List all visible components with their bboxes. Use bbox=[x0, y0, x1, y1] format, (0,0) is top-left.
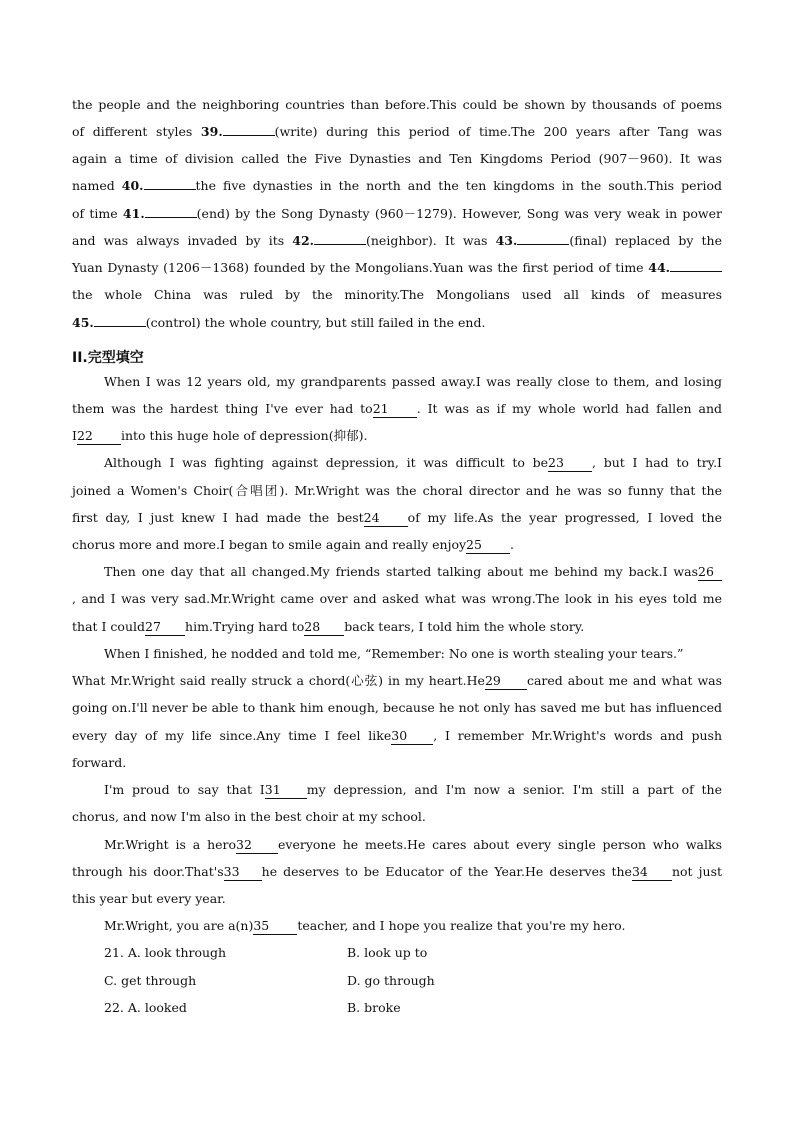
passage-line: chorus more and more.I began to smile again and really enjoy25 . bbox=[72, 537, 515, 552]
question-number: 42. bbox=[292, 233, 314, 248]
passage-line: every day of my life since.Any time I feel like30 , I remember Mr.Wright's words and push bbox=[72, 728, 722, 743]
option-21-a[interactable]: 21. A. look through bbox=[104, 945, 227, 960]
answer-blank[interactable]: 25 bbox=[466, 537, 510, 554]
answer-blank[interactable]: 35 bbox=[253, 918, 297, 935]
answer-blank[interactable] bbox=[670, 271, 722, 272]
passage-line: 45. (control) the whole country, but still failed in the end. bbox=[72, 315, 486, 330]
passage-line: first day, I just knew I had made the best24 of my life.As the year progressed, I loved the bbox=[72, 510, 722, 525]
answer-blank[interactable] bbox=[314, 244, 366, 245]
passage-line: through his door.That's33 he deserves to be Educator of the Year.He deserves the34 not just bbox=[72, 864, 723, 879]
passage-line: joined a Women's Choir(合唱团). Mr.Wright was the choral director and he was so funny that the bbox=[72, 483, 722, 498]
passage-line: chorus, and now I'm also in the best choir at my school. bbox=[72, 809, 426, 824]
passage-line: them was the hardest thing I've ever had to21 . It was as if my whole world had fallen and bbox=[72, 401, 722, 416]
question-number: 40. bbox=[121, 178, 144, 193]
answer-blank[interactable] bbox=[223, 135, 275, 136]
passage-line: and was always invaded by its 42. (neighbor). It was 43. (final) replaced by the bbox=[72, 233, 722, 248]
passage-line: Although I was fighting against depression, it was difficult to be23 , but I had to try.I bbox=[104, 455, 722, 470]
passage-line: again a time of division called the Five Dynasties and Ten Kingdoms Period (907－960). It was bbox=[72, 151, 722, 166]
passage-line: Then one day that all changed.My friends started talking about me behind my back.I was26 bbox=[104, 564, 722, 581]
passage-line: the whole China was ruled by the minority.The Mongolians used all kinds of measures bbox=[72, 287, 722, 302]
option-21-c[interactable]: C. get through bbox=[104, 973, 197, 988]
answer-blank[interactable]: 22 bbox=[77, 428, 121, 445]
answer-blank[interactable] bbox=[144, 189, 196, 190]
passage-line: When I finished, he nodded and told me, “Remember: No one is worth stealing your tears.” bbox=[104, 646, 684, 661]
passage-line: Mr.Wright, you are a(n)35 teacher, and I hope you realize that you're my hero. bbox=[104, 918, 626, 933]
passage-line: named 40. the five dynasties in the north and the ten kingdoms in the south.This period bbox=[72, 178, 722, 193]
passage-line: I22 into this huge hole of depression(抑郁). bbox=[72, 428, 368, 443]
answer-blank[interactable]: 24 bbox=[364, 510, 408, 527]
question-number: 39. bbox=[200, 124, 223, 139]
passage-line: the people and the neighboring countries than before.This could be shown by thousands of poems bbox=[72, 97, 722, 112]
answer-blank[interactable]: 33 bbox=[224, 864, 262, 881]
answer-blank[interactable]: 31 bbox=[265, 782, 307, 799]
option-22-a[interactable]: 22. A. looked bbox=[104, 1000, 187, 1015]
passage-line: What Mr.Wright said really struck a chord(心弦) in my heart.He29 cared about me and what was bbox=[72, 673, 723, 688]
question-number: 43. bbox=[495, 233, 518, 248]
passage-line: Yuan Dynasty (1206－1368) founded by the Mongolians.Yuan was the first period of time 44. bbox=[72, 260, 722, 276]
answer-blank[interactable]: 28 bbox=[304, 619, 344, 636]
answer-blank[interactable]: 26 bbox=[698, 564, 722, 581]
question-number: 41. bbox=[122, 206, 145, 221]
passage-line: going on.I'll never be able to thank him enough, because he not only has saved me but has influenced bbox=[72, 700, 722, 715]
answer-blank[interactable] bbox=[94, 326, 146, 327]
answer-blank[interactable]: 29 bbox=[485, 673, 527, 690]
passage-line: I'm proud to say that I31 my depression, and I'm now a senior. I'm still a part of the bbox=[104, 782, 722, 797]
answer-blank[interactable] bbox=[517, 244, 569, 245]
answer-blank[interactable]: 21 bbox=[373, 401, 417, 418]
answer-blank[interactable]: 27 bbox=[145, 619, 185, 636]
passage-line: that I could27 him.Trying hard to28 back tears, I told him the whole story. bbox=[72, 619, 585, 634]
passage-line: forward. bbox=[72, 755, 127, 770]
option-22-b[interactable]: B. broke bbox=[347, 1000, 401, 1015]
passage-line: When I was 12 years old, my grandparents passed away.I was really close to them, and losing bbox=[104, 374, 722, 389]
question-number: 44. bbox=[648, 260, 670, 275]
passage-line: this year but every year. bbox=[72, 891, 226, 906]
answer-blank[interactable]: 32 bbox=[236, 837, 278, 854]
answer-blank[interactable]: 34 bbox=[632, 864, 672, 881]
option-21-d[interactable]: D. go through bbox=[347, 973, 435, 988]
answer-blank[interactable]: 30 bbox=[391, 728, 433, 745]
answer-blank[interactable] bbox=[145, 217, 197, 218]
question-number: 45. bbox=[72, 315, 94, 330]
answer-blank[interactable]: 23 bbox=[548, 455, 592, 472]
passage-line: of different styles 39. (write) during this period of time.The 200 years after Tang was bbox=[72, 124, 722, 139]
passage-line: Mr.Wright is a hero32 everyone he meets.He cares about every single person who walks bbox=[104, 837, 722, 852]
passage-line: , and I was very sad.Mr.Wright came over and asked what was wrong.The look in his eyes told me bbox=[72, 591, 722, 606]
section-title: II.完型填空 bbox=[72, 350, 144, 366]
passage-line: of time 41. (end) by the Song Dynasty (960－1279). However, Song was very weak in power bbox=[72, 206, 723, 221]
option-21-b[interactable]: B. look up to bbox=[347, 945, 428, 960]
